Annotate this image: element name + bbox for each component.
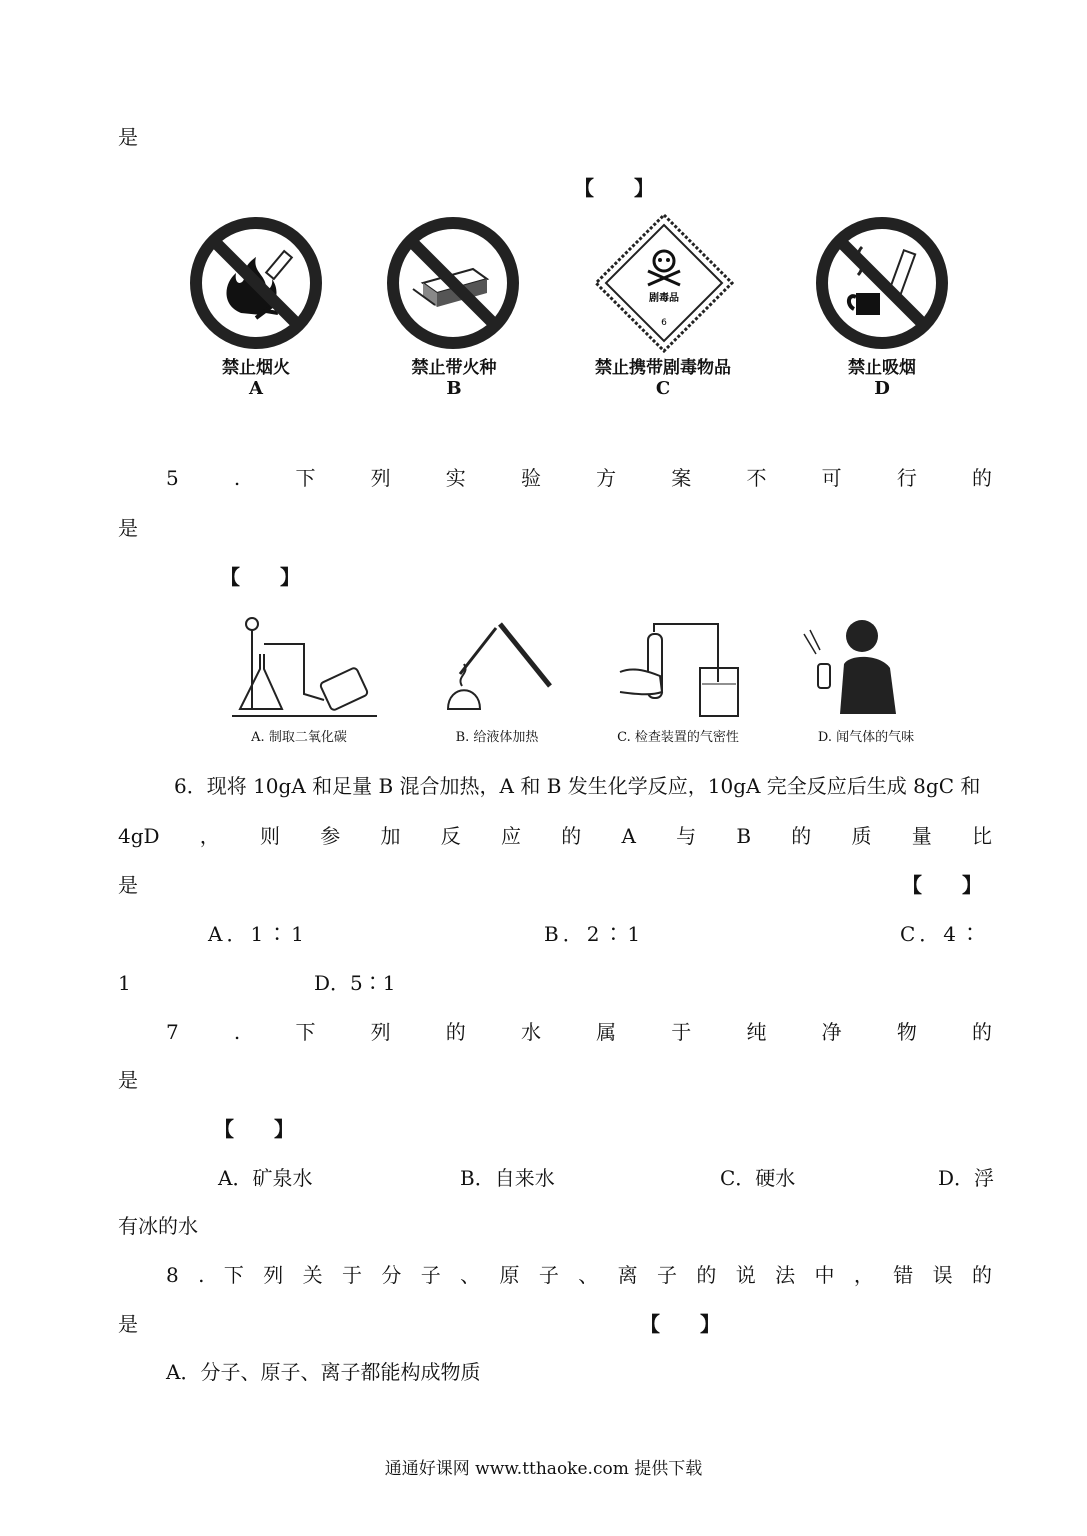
q6-char: A [621, 824, 636, 848]
q6-option-b: B．2∶1 [544, 922, 645, 946]
q5-char: 可 [821, 466, 842, 490]
q8-char: 法 [775, 1263, 796, 1287]
q5-option-b-caption: B. 给液体加热 [455, 730, 539, 745]
q7-option-d-continued: 有冰的水 [118, 1214, 198, 1238]
q7-char: 下 [295, 1020, 316, 1044]
sign-d-letter: D [874, 378, 890, 399]
q8-char: 分 [381, 1263, 402, 1287]
q8-char: 8 [166, 1263, 179, 1287]
sign-b-letter: B [446, 378, 462, 399]
toxic-diamond-icon [594, 213, 734, 353]
q6-char: 参 [320, 824, 341, 848]
q6-char: 量 [911, 824, 932, 848]
sign-b-caption: 禁止带火种 [411, 358, 497, 378]
question-4-tail: 是 [118, 125, 138, 149]
q7-char: 净 [821, 1020, 842, 1044]
question-5-tail: 是 [118, 516, 138, 540]
q8-char: ， [853, 1263, 874, 1287]
q6-option-c: C．4∶ [900, 922, 985, 946]
sign-a-letter: A [249, 378, 263, 399]
q5-char: 不 [746, 466, 767, 490]
airtightness-check-icon [614, 614, 744, 724]
q5-char: 方 [596, 466, 617, 490]
q6-char: B [736, 824, 752, 848]
q8-char: 子 [420, 1263, 441, 1287]
q7-char: 的 [445, 1020, 466, 1044]
q7-char: 列 [370, 1020, 391, 1044]
co2-apparatus-icon [232, 614, 377, 724]
q5-char: 实 [445, 466, 466, 490]
q6-option-c-continued: 1 [118, 971, 131, 995]
q6-char: 的 [561, 824, 582, 848]
q5-option-c-caption: C. 检查装置的气密性 [617, 730, 739, 745]
question-5-stem [166, 466, 992, 490]
q8-char: 中 [814, 1263, 835, 1287]
q7-option-c: C．硬水 [720, 1166, 796, 1190]
q8-char: 离 [617, 1263, 638, 1287]
question-4-answer-bracket: 【 】 [574, 176, 654, 200]
q8-char: 的 [696, 1263, 717, 1287]
q8-option-a: A．分子、原子、离子都能构成物质 [166, 1360, 481, 1384]
q5-char: 下 [295, 466, 316, 490]
q8-char: 关 [302, 1263, 323, 1287]
question-6-tail: 是 [118, 873, 138, 897]
question-7-tail: 是 [118, 1068, 138, 1092]
question-7-stem [166, 1020, 992, 1044]
q7-char: 属 [596, 1020, 617, 1044]
q5-char: 5 [166, 466, 179, 490]
sign-c-letter: C [655, 378, 671, 399]
q5-option-d-caption: D. 闻气体的气味 [817, 730, 915, 745]
q8-char: 下 [223, 1263, 244, 1287]
q6-char: 与 [676, 824, 697, 848]
sign-c-caption: 禁止携带剧毒物品 [595, 358, 731, 378]
q7-option-b: B．自来水 [460, 1166, 555, 1190]
q7-char: 水 [520, 1020, 541, 1044]
q6-char: 质 [851, 824, 872, 848]
q6-char: 应 [500, 824, 521, 848]
q5-char: 行 [896, 466, 917, 490]
q6-char: 4gD [118, 824, 160, 848]
q8-char: 错 [893, 1263, 914, 1287]
q8-char: 列 [263, 1263, 284, 1287]
q5-char: 验 [520, 466, 541, 490]
q7-option-a: A．矿泉水 [218, 1166, 313, 1190]
question-6-stem-line1: 6．现将 10gA 和足量 B 混合加热，A 和 B 发生化学反应，10gA 完全反应后生成 8gC 和 [174, 774, 981, 798]
q6-char: 的 [791, 824, 812, 848]
q6-char: 比 [972, 824, 992, 848]
sign-d-caption: 禁止吸烟 [848, 358, 916, 378]
no-smoking-icon [812, 213, 952, 353]
q7-char: 于 [671, 1020, 692, 1044]
question-6-answer-bracket: 【 】 [902, 873, 982, 897]
q8-char: 原 [499, 1263, 520, 1287]
q8-char: 于 [341, 1263, 362, 1287]
q5-char: . [233, 466, 241, 490]
toxic-label: 剧毒品 [649, 293, 679, 304]
q6-char: 反 [440, 824, 461, 848]
q8-char: . [198, 1263, 205, 1287]
q5-option-a-caption: A. 制取二氧化碳 [251, 730, 347, 745]
q8-char: 、 [460, 1263, 481, 1287]
q8-char: 的 [971, 1263, 992, 1287]
q8-char: 误 [932, 1263, 953, 1287]
q5-char: 列 [370, 466, 391, 490]
q6-char: ， [199, 824, 220, 848]
sign-a-caption: 禁止烟火 [222, 358, 290, 378]
q5-char: 的 [971, 466, 992, 490]
q8-char: 子 [656, 1263, 677, 1287]
no-fire-icon [186, 213, 326, 353]
q7-char: . [233, 1020, 241, 1044]
q6-option-a: A．1∶1 [208, 922, 308, 946]
q7-char: 的 [971, 1020, 992, 1044]
q6-char: 则 [260, 824, 281, 848]
q6-char: 加 [380, 824, 401, 848]
q8-char: 、 [578, 1263, 599, 1287]
q6-option-d: D．5∶1 [314, 971, 396, 995]
question-6-stem-line2 [118, 824, 992, 848]
no-matches-icon [383, 213, 523, 353]
page-footer: 通通好课网 www.tthaoke.com 提供下载 [384, 1459, 703, 1479]
q8-char: 子 [538, 1263, 559, 1287]
q5-char: 案 [671, 466, 692, 490]
q7-option-d: D．浮 [938, 1166, 995, 1190]
question-5-answer-bracket: 【 】 [220, 565, 300, 589]
q7-char: 纯 [746, 1020, 767, 1044]
q7-char: 7 [166, 1020, 179, 1044]
q7-char: 物 [896, 1020, 917, 1044]
smelling-gas-icon [800, 614, 910, 724]
question-8-answer-bracket: 【 】 [640, 1312, 720, 1336]
question-7-answer-bracket: 【 】 [214, 1117, 294, 1141]
toxic-class-number: 6 [661, 318, 667, 328]
heating-liquid-icon [440, 614, 555, 724]
question-8-tail: 是 [118, 1312, 138, 1336]
question-8-stem [166, 1263, 992, 1287]
q8-char: 说 [735, 1263, 756, 1287]
